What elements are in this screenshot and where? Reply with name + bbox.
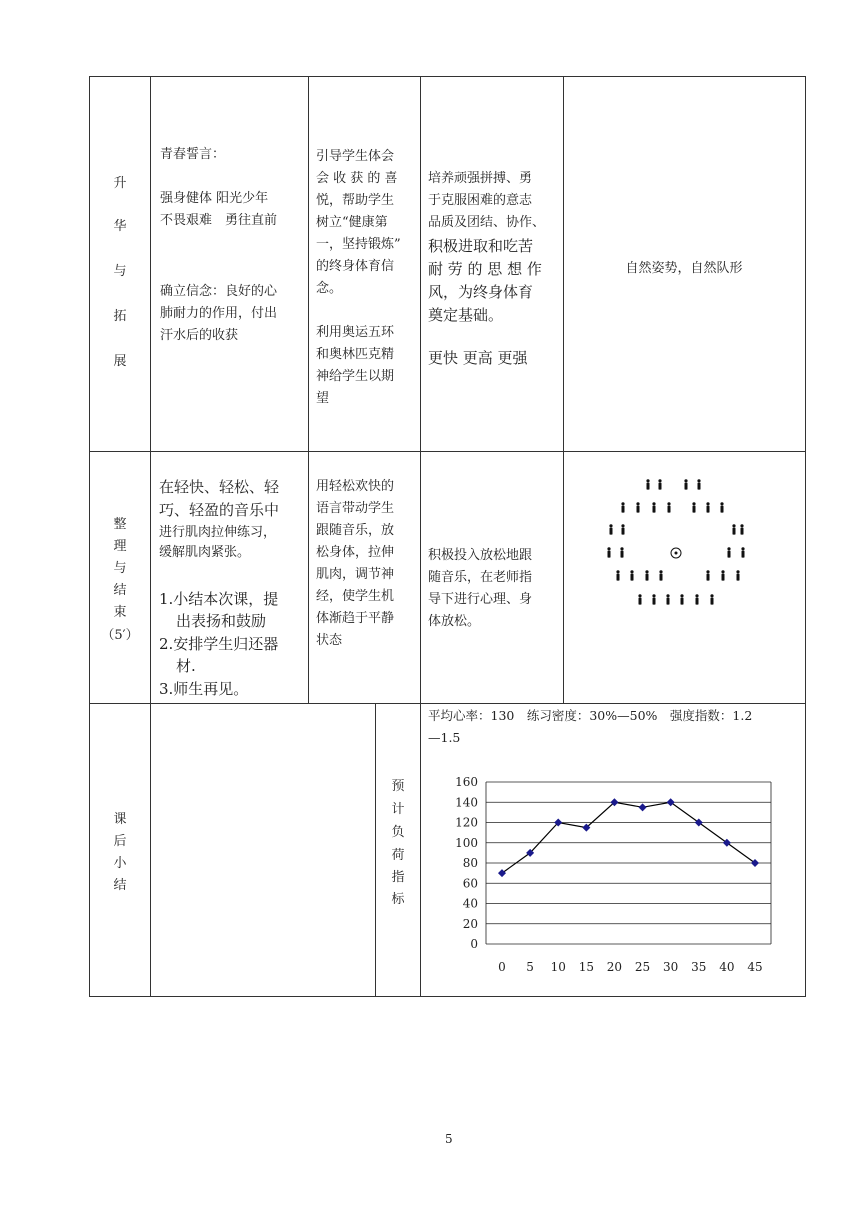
chart-grid: [486, 782, 771, 944]
goal-line: 导下进行心理、身: [428, 592, 533, 607]
y-tick-label: 140: [455, 795, 478, 810]
section2-label-char: 结: [113, 583, 127, 598]
section2-label-char: 束: [113, 605, 127, 620]
student-icon: [720, 502, 723, 512]
teacher-line: 树立“健康第: [316, 215, 388, 230]
teacher-marker-icon: [671, 548, 681, 558]
student-icon: [727, 547, 730, 557]
data-point: [751, 859, 759, 867]
data-point: [498, 869, 506, 877]
y-tick-label: 80: [462, 856, 478, 870]
metrics-line: —1.5: [428, 730, 461, 745]
belief-line: 确立信念：良好的心: [160, 284, 278, 299]
x-tick-label: 0: [498, 960, 506, 974]
x-tick-label: 10: [550, 960, 566, 974]
section2-label-char: 理: [113, 539, 127, 554]
y-tick-label: 20: [462, 916, 478, 931]
oath-line: 强身健体 阳光少年: [160, 191, 269, 206]
teacher-line: 引导学生体会: [316, 149, 395, 164]
data-point: [667, 798, 675, 806]
x-tick-label: 15: [578, 960, 594, 974]
student-icon: [736, 570, 739, 580]
belief-line: 汗水后的收获: [160, 328, 239, 343]
y-tick-label: 40: [462, 896, 478, 911]
oath-title: 青春誓言：: [160, 147, 226, 162]
student-icon: [636, 502, 639, 512]
student-icon: [621, 502, 624, 512]
teacher-line: 语言带动学生: [316, 501, 395, 516]
x-tick-label: 5: [526, 960, 534, 974]
chart-series-line: [502, 802, 755, 873]
student-icon: [646, 479, 649, 489]
student-icon: [706, 570, 709, 580]
content-line: 缓解肌肉紧张。: [159, 545, 251, 560]
student-icon: [609, 524, 612, 534]
goal-line: 风，为终身体育: [428, 283, 534, 301]
section3-label-char: 结: [113, 878, 127, 893]
student-icon: [692, 502, 695, 512]
y-tick-label: 60: [462, 876, 478, 891]
student-icon: [666, 594, 669, 604]
summary-item: 1.小结本次课，提: [159, 590, 279, 608]
content-line: 巧、轻盈的音乐中: [159, 501, 280, 519]
y-tick-label: 100: [455, 835, 478, 850]
section2-label-char: 与: [113, 561, 127, 576]
x-tick-label: 20: [606, 960, 623, 974]
teacher-line: 体渐趋于平静: [316, 611, 395, 626]
student-icon: [740, 524, 743, 534]
data-point: [723, 839, 731, 847]
motto: 更快 更高 更强: [428, 349, 528, 367]
x-tick-label: 40: [719, 960, 735, 974]
student-icon: [732, 524, 735, 534]
oath-line: 不畏艰难 勇往直前: [160, 213, 278, 228]
student-icon: [638, 594, 641, 604]
goal-line: 耐 劳 的 思 想 作: [428, 260, 542, 278]
y-tick-label: 120: [455, 815, 478, 830]
summary-item: 2.安排学生归还器: [159, 635, 279, 653]
goal-line: 品质及团结、协作、: [428, 215, 546, 230]
student-icon: [620, 547, 623, 557]
section1-label-char: 与: [113, 264, 127, 279]
section1-label-char: 展: [113, 354, 127, 369]
teacher-line: 望: [316, 391, 330, 406]
teacher-line: 神给学生以期: [316, 369, 395, 384]
goal-line: 体放松。: [428, 614, 481, 629]
belief-line: 肺耐力的作用，付出: [160, 306, 278, 321]
data-point: [639, 803, 647, 811]
student-icon: [616, 570, 619, 580]
student-icon: [684, 479, 687, 489]
teacher-line: 肌肉，调节神: [316, 567, 395, 582]
student-icon: [695, 594, 698, 604]
data-point: [695, 819, 703, 827]
section1-label-char: 华: [113, 219, 127, 234]
section1-label-char: 升: [113, 176, 127, 191]
section3-label-char: 后: [113, 834, 127, 849]
student-icon: [741, 547, 744, 557]
goal-line: 随音乐，在老师指: [428, 570, 533, 585]
teacher-line: 会 收 获 的 喜: [316, 171, 398, 186]
load-label-char: 计: [391, 802, 405, 817]
load-label-char: 指: [391, 870, 405, 885]
student-icon: [621, 524, 624, 534]
student-icon: [706, 502, 709, 512]
load-label-char: 预: [391, 779, 405, 794]
summary-item: 材.: [176, 657, 196, 675]
heart-rate-chart: [420, 760, 805, 990]
student-icon: [667, 502, 670, 512]
student-icon: [607, 547, 610, 557]
goal-line: 奠定基础。: [428, 306, 504, 324]
formation-diagram: [563, 452, 805, 703]
formation-text: 自然姿势，自然队形: [625, 261, 743, 276]
teacher-line: 的终身体育信: [316, 259, 395, 274]
section2-label-char: 整: [113, 517, 127, 532]
summary-item: 3.师生再见。: [159, 680, 249, 698]
load-label-char: 负: [391, 825, 405, 840]
student-icon: [710, 594, 713, 604]
teacher-line: 悦，帮助学生: [316, 193, 395, 208]
content-line: 进行肌肉拉伸练习，: [159, 525, 277, 540]
goal-line: 培养顽强拼搏、勇: [428, 171, 533, 186]
load-label-char: 荷: [391, 848, 405, 863]
content-line: 在轻快、轻松、轻: [159, 478, 280, 496]
teacher-line: 念。: [316, 281, 343, 296]
teacher-line: 松身体，拉伸: [316, 545, 395, 560]
x-tick-label: 25: [634, 960, 651, 974]
teacher-line: 跟随音乐，放: [316, 523, 395, 538]
student-icon: [680, 594, 683, 604]
student-icon: [659, 570, 662, 580]
student-icon: [652, 594, 655, 604]
section3-label-char: 课: [113, 812, 127, 827]
summary-item: 出表扬和鼓励: [176, 612, 267, 630]
student-icon: [658, 479, 661, 489]
metrics-line: 平均心率：130 练习密度：30%—50% 强度指数：1.2: [428, 708, 753, 723]
teacher-line: 利用奥运五环: [316, 325, 395, 340]
page-number: 5: [445, 1132, 453, 1146]
student-icon: [630, 570, 633, 580]
chart-y-ticks: [455, 775, 478, 951]
goal-line: 积极投入放松地跟: [428, 548, 533, 563]
teacher-line: 一，坚持锻炼”: [316, 237, 401, 252]
section1-label-char: 拓: [113, 309, 127, 324]
chart-x-ticks: [498, 960, 762, 974]
x-tick-label: 45: [747, 960, 763, 974]
x-tick-label: 30: [663, 960, 679, 974]
student-icon: [645, 570, 648, 580]
student-icon: [652, 502, 655, 512]
student-icon: [697, 479, 700, 489]
goal-line: 于克服困难的意志: [428, 193, 533, 208]
teacher-line: 用轻松欢快的: [316, 479, 395, 494]
goal-line: 积极进取和吃苦: [428, 237, 534, 255]
y-tick-label: 160: [455, 775, 478, 789]
teacher-line: 状态: [316, 633, 343, 648]
y-tick-label: 0: [470, 937, 478, 951]
teacher-line: 和奥林匹克精: [316, 347, 395, 362]
section3-label-char: 小: [113, 856, 127, 871]
student-icon: [721, 570, 724, 580]
section2-label-duration: （5′）: [101, 628, 139, 643]
teacher-line: 经，使学生机: [316, 589, 395, 604]
load-label-char: 标: [391, 892, 405, 907]
x-tick-label: 35: [691, 960, 707, 974]
